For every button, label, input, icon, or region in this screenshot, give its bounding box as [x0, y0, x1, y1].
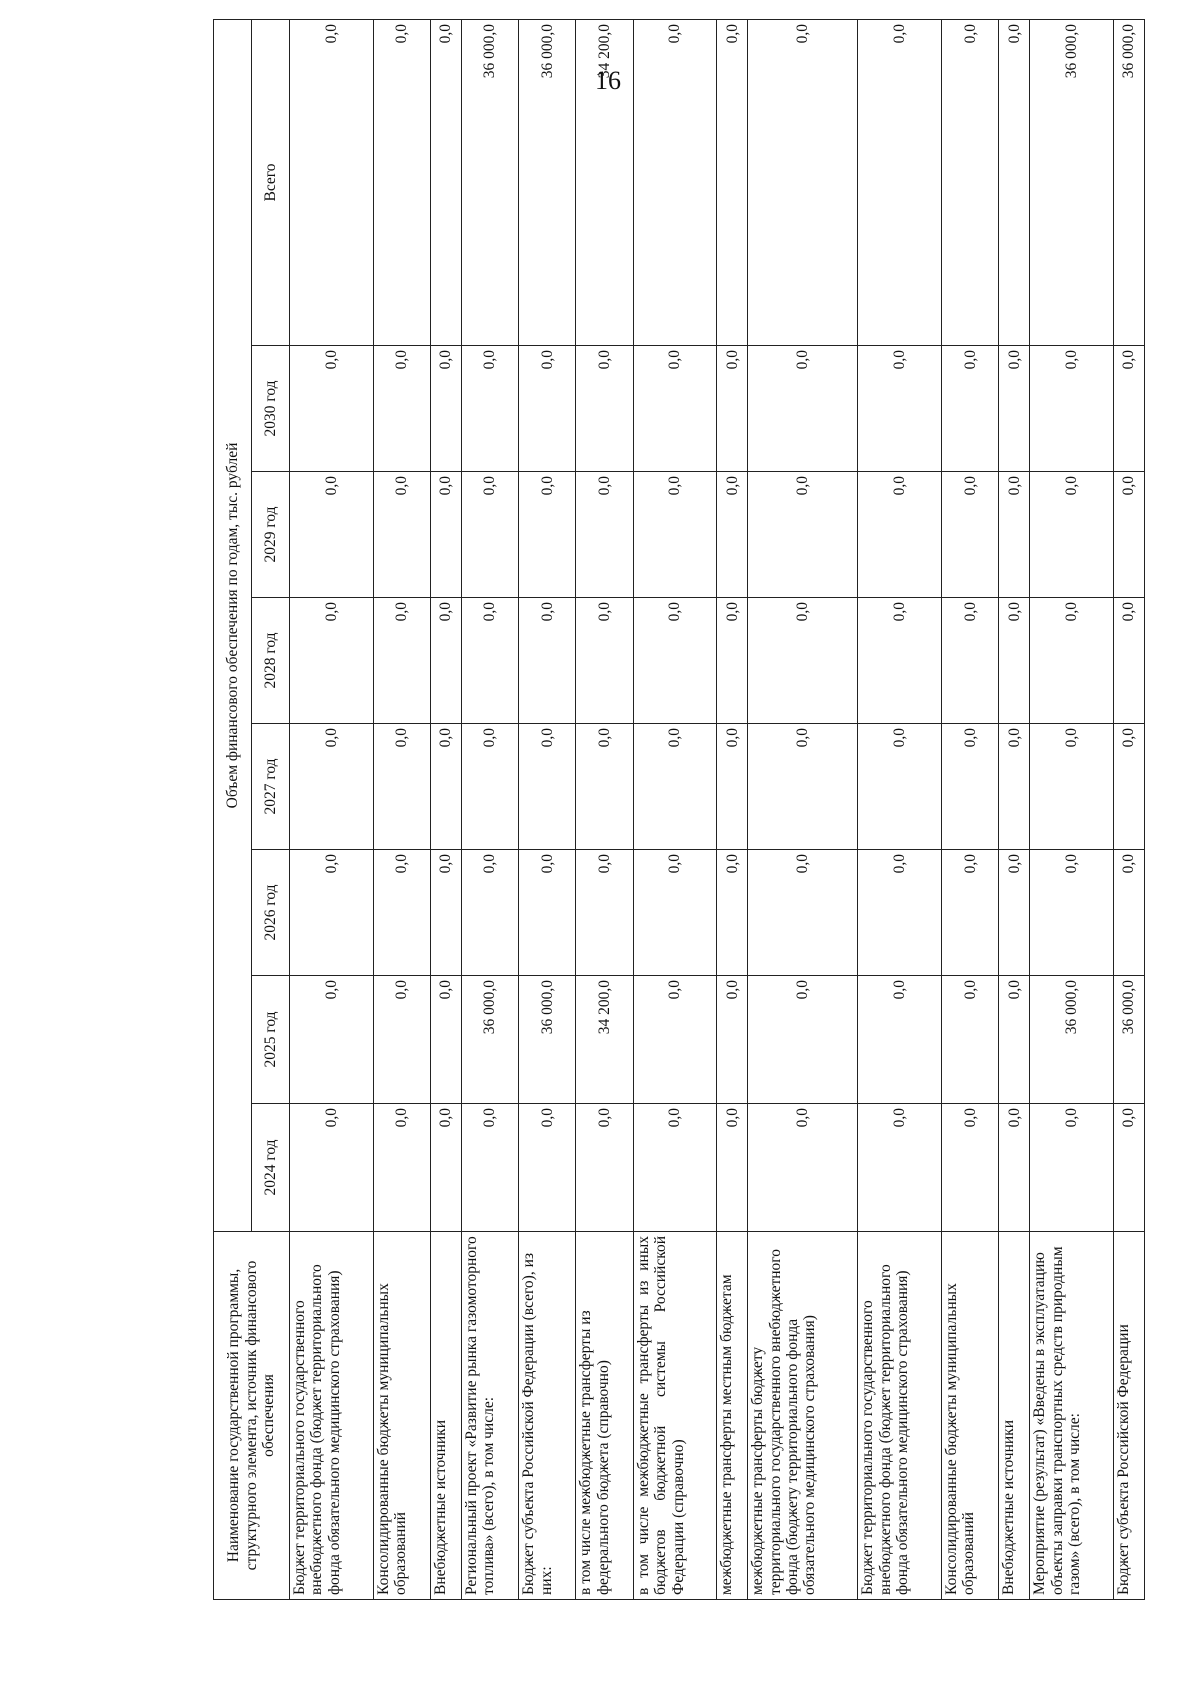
cell-value: 0,0 [1030, 472, 1114, 598]
cell-value: 0,0 [1030, 850, 1114, 976]
cell-value: 36 000,0 [519, 976, 576, 1104]
cell-value: 36 000,0 [1113, 976, 1144, 1104]
cell-total: 34 200,0 [576, 20, 633, 346]
row-name: межбюджетные трансферты местным бюджетам [717, 1232, 748, 1600]
year-header: 2026 год [252, 850, 290, 976]
table-row [942, 20, 999, 1600]
cell-value: 0,0 [999, 346, 1030, 472]
cell-value: 0,0 [519, 472, 576, 598]
cell-value: 0,0 [1113, 598, 1144, 724]
cell-value: 0,0 [373, 850, 430, 976]
cell-value: 0,0 [576, 724, 633, 850]
cell-value: 0,0 [373, 598, 430, 724]
cell-value: 0,0 [999, 472, 1030, 598]
cell-value: 0,0 [999, 1104, 1030, 1232]
table-row [576, 20, 633, 1600]
cell-value: 0,0 [858, 598, 942, 724]
cell-value: 0,0 [290, 346, 374, 472]
cell-value: 0,0 [942, 976, 999, 1104]
cell-value: 0,0 [290, 724, 374, 850]
cell-total: 0,0 [633, 20, 717, 346]
cell-value: 0,0 [717, 976, 748, 1104]
cell-value: 0,0 [748, 850, 858, 976]
cell-value: 34 200,0 [576, 976, 633, 1104]
cell-value: 0,0 [576, 346, 633, 472]
cell-value: 0,0 [576, 850, 633, 976]
cell-value: 0,0 [290, 1104, 374, 1232]
table-row [748, 20, 858, 1600]
cell-total: 0,0 [999, 20, 1030, 346]
cell-total: 0,0 [748, 20, 858, 346]
cell-value: 0,0 [373, 976, 430, 1104]
year-header: 2028 год [252, 598, 290, 724]
cell-value: 0,0 [1113, 472, 1144, 598]
cell-value: 0,0 [290, 976, 374, 1104]
cell-value: 0,0 [717, 724, 748, 850]
cell-value: 0,0 [942, 724, 999, 850]
cell-value: 0,0 [519, 598, 576, 724]
cell-value: 0,0 [1113, 850, 1144, 976]
financing-table [213, 19, 1145, 1600]
cell-value: 0,0 [858, 724, 942, 850]
cell-value: 0,0 [717, 850, 748, 976]
cell-total: 36 000,0 [1113, 20, 1144, 346]
cell-value: 0,0 [576, 598, 633, 724]
cell-value: 0,0 [1113, 724, 1144, 850]
cell-value: 0,0 [576, 1104, 633, 1232]
table-row [519, 20, 576, 1600]
cell-total: 0,0 [942, 20, 999, 346]
cell-value: 0,0 [290, 850, 374, 976]
row-name: Мероприятие (результат) «Введены в эксплуатацию объекты заправки транспортных средств природным газом» (всего), в том числе: [1030, 1232, 1114, 1600]
table-row [999, 20, 1030, 1600]
cell-value: 0,0 [430, 472, 461, 598]
table-row [461, 20, 518, 1600]
cell-value: 0,0 [373, 346, 430, 472]
row-name: Внебюджетные источники [999, 1232, 1030, 1600]
cell-value: 0,0 [942, 472, 999, 598]
cell-total: 36 000,0 [519, 20, 576, 346]
row-name: Региональный проект «Развитие рынка газомоторного топлива» (всего), в том числе: [461, 1232, 518, 1600]
cell-value: 0,0 [858, 1104, 942, 1232]
page-number: 16 [595, 66, 621, 95]
cell-value: 0,0 [290, 598, 374, 724]
cell-value: 36 000,0 [461, 976, 518, 1104]
cell-value: 0,0 [430, 724, 461, 850]
cell-value: 0,0 [633, 850, 717, 976]
cell-value: 0,0 [633, 976, 717, 1104]
name-column-header: Наименование государственной программы, структурного элемента, источник финансового обеспечения [214, 1232, 290, 1600]
row-name: Бюджет территориального государственного внебюджетного фонда (бюджет территориального фонда обязательного медицинского страхования) [290, 1232, 374, 1600]
year-header: 2024 год [252, 1104, 290, 1232]
cell-total: 0,0 [430, 20, 461, 346]
row-name: Бюджет субъекта Российской Федерации (всего), из них: [519, 1232, 576, 1600]
cell-value: 0,0 [290, 472, 374, 598]
row-name: Бюджет субъекта Российской Федерации [1113, 1232, 1144, 1600]
cell-value: 0,0 [999, 598, 1030, 724]
cell-value: 0,0 [373, 724, 430, 850]
cell-value: 0,0 [717, 1104, 748, 1232]
cell-value: 0,0 [519, 1104, 576, 1232]
table-row [1113, 20, 1144, 1600]
cell-total: 0,0 [858, 20, 942, 346]
cell-total: 36 000,0 [461, 20, 518, 346]
cell-value: 0,0 [461, 598, 518, 724]
cell-value: 0,0 [858, 346, 942, 472]
year-header: 2025 год [252, 976, 290, 1104]
year-header: 2029 год [252, 472, 290, 598]
table-row [430, 20, 461, 1600]
cell-total: 36 000,0 [1030, 20, 1114, 346]
cell-value: 0,0 [461, 724, 518, 850]
row-name: в том числе межбюджетные трансферты из иных бюджетов бюджетной системы Российской Федерации (справочно) [633, 1232, 717, 1600]
cell-value: 0,0 [942, 346, 999, 472]
table-row [1030, 20, 1114, 1600]
cell-value: 0,0 [748, 1104, 858, 1232]
cell-value: 0,0 [461, 850, 518, 976]
cell-value: 0,0 [748, 598, 858, 724]
cell-value: 0,0 [1030, 598, 1114, 724]
cell-value: 0,0 [717, 346, 748, 472]
cell-value: 0,0 [1113, 1104, 1144, 1232]
cell-value: 0,0 [942, 850, 999, 976]
table-row [290, 20, 374, 1600]
year-header: 2030 год [252, 346, 290, 472]
cell-value: 36 000,0 [1030, 976, 1114, 1104]
cell-total: 0,0 [373, 20, 430, 346]
cell-value: 0,0 [858, 850, 942, 976]
cell-value: 0,0 [633, 472, 717, 598]
cell-value: 0,0 [519, 346, 576, 472]
table-row [717, 20, 748, 1600]
cell-value: 0,0 [430, 598, 461, 724]
cell-value: 0,0 [430, 976, 461, 1104]
cell-value: 0,0 [1030, 346, 1114, 472]
cell-value: 0,0 [430, 850, 461, 976]
row-name: в том числе межбюджетные трансферты из федерального бюджета (справочно) [576, 1232, 633, 1600]
cell-value: 0,0 [999, 850, 1030, 976]
table-row [373, 20, 430, 1600]
cell-value: 0,0 [633, 1104, 717, 1232]
row-name: Внебюджетные источники [430, 1232, 461, 1600]
total-header: Всего [252, 20, 290, 346]
cell-total: 0,0 [717, 20, 748, 346]
row-name: Консолидированные бюджеты муниципальных образований [942, 1232, 999, 1600]
cell-value: 0,0 [748, 346, 858, 472]
row-name: межбюджетные трансферты бюджету территориального государственного внебюджетного фонда (бюджету территориального фонда обязательного медицинского страхования) [748, 1232, 858, 1600]
cell-value: 0,0 [430, 1104, 461, 1232]
cell-value: 0,0 [373, 472, 430, 598]
year-header: 2027 год [252, 724, 290, 850]
table-row [633, 20, 717, 1600]
row-name: Консолидированные бюджеты муниципальных образований [373, 1232, 430, 1600]
cell-value: 0,0 [461, 346, 518, 472]
cell-value: 0,0 [942, 1104, 999, 1232]
cell-value: 0,0 [1030, 1104, 1114, 1232]
cell-value: 0,0 [1113, 346, 1144, 472]
cell-value: 0,0 [576, 472, 633, 598]
cell-value: 0,0 [942, 598, 999, 724]
cell-value: 0,0 [373, 1104, 430, 1232]
volume-header: Объем финансового обеспечения по годам, тыс. рублей [214, 20, 252, 1232]
cell-value: 0,0 [519, 724, 576, 850]
table-row [858, 20, 942, 1600]
cell-value: 0,0 [999, 976, 1030, 1104]
cell-value: 0,0 [748, 472, 858, 598]
cell-value: 0,0 [748, 724, 858, 850]
cell-value: 0,0 [633, 346, 717, 472]
cell-value: 0,0 [430, 346, 461, 472]
cell-value: 0,0 [461, 1104, 518, 1232]
cell-value: 0,0 [519, 850, 576, 976]
cell-value: 0,0 [633, 598, 717, 724]
cell-value: 0,0 [858, 976, 942, 1104]
row-name: Бюджет территориального государственного внебюджетного фонда (бюджет территориального фонда обязательного медицинского страхования) [858, 1232, 942, 1600]
cell-value: 0,0 [717, 598, 748, 724]
cell-total: 0,0 [290, 20, 374, 346]
cell-value: 0,0 [717, 472, 748, 598]
cell-value: 0,0 [999, 724, 1030, 850]
cell-value: 0,0 [748, 976, 858, 1104]
cell-value: 0,0 [1030, 724, 1114, 850]
cell-value: 0,0 [633, 724, 717, 850]
cell-value: 0,0 [858, 472, 942, 598]
cell-value: 0,0 [461, 472, 518, 598]
